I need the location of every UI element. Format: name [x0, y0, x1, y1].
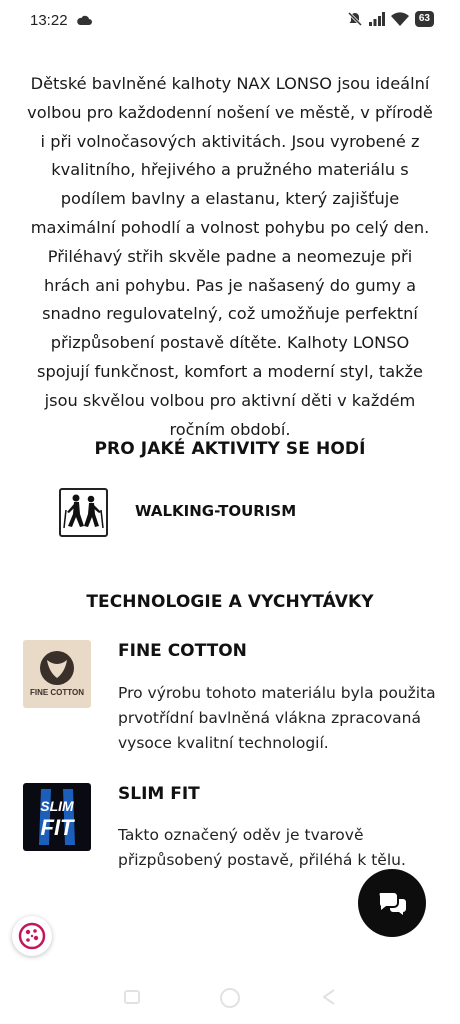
wifi-icon	[391, 12, 409, 26]
slim-fit-title: SLIM FIT	[118, 784, 200, 804]
fine-cotton-title: FINE COTTON	[118, 641, 247, 661]
recents-button[interactable]	[124, 990, 140, 1004]
activity-label: WALKING-TOURISM	[135, 502, 297, 520]
cookie-settings-button[interactable]	[12, 916, 52, 956]
signal-icon	[369, 12, 385, 26]
back-button[interactable]	[320, 988, 338, 1006]
system-nav-bar	[0, 980, 460, 1024]
cookie-icon	[17, 921, 47, 951]
slim-fit-icon-text-bottom: FIT	[40, 815, 74, 840]
technologies-heading: TECHNOLOGIE A VYCHYTÁVKY	[86, 592, 374, 612]
mute-icon	[347, 11, 363, 27]
fine-cotton-icon	[23, 640, 91, 708]
fine-cotton-description: Pro výrobu tohoto materiálu byla použita prvotřídní bavlněná vlákna zpracovaná vysoce kvalitní technologií.	[118, 684, 436, 752]
activities-heading: PRO JAKÉ AKTIVITY SE HODÍ	[94, 439, 366, 459]
chat-button[interactable]	[358, 869, 426, 937]
product-description: Dětské bavlněné kalhoty NAX LONSO jsou ideální volbou pro každodenní nošení ve městě, v přírodě i při volnočasových aktivitách. Jsou vyrobené z kvalitního, hřejivého a pružného materiálu s podílem bavlny a elastanu, který zajišťuje maximální pohodlí a volnost pohybu po celý den. Přiléhavý střih skvěle padne a neomezuje při hrách ani pohybu. Pas je našasený do gumy a snadno regulovatelný, což umožňuje perfektní přizpůsobení postavě dítěte. Kalhoty LONSO spojují funkčnost, komfort a moderní styl, takže jsou skvělou volbou pro aktivní děti v každém ročním období.	[27, 74, 433, 439]
cloud-icon	[76, 15, 92, 25]
slim-fit-description: Takto označený oděv je tvarově přizpůsobený postavě, přiléhá k tělu.	[118, 826, 406, 869]
battery-icon: 63	[415, 11, 434, 27]
hiking-icon	[59, 488, 108, 537]
slim-fit-icon-text-top: SLIM	[40, 798, 74, 814]
chat-bubbles-icon	[377, 890, 407, 916]
status-bar	[0, 0, 460, 42]
slim-fit-icon	[23, 783, 91, 851]
fine-cotton-icon-text: FINE COTTON	[29, 688, 85, 697]
status-time: 13:22	[30, 12, 68, 29]
status-icons	[347, 11, 434, 27]
home-button[interactable]	[220, 988, 240, 1008]
